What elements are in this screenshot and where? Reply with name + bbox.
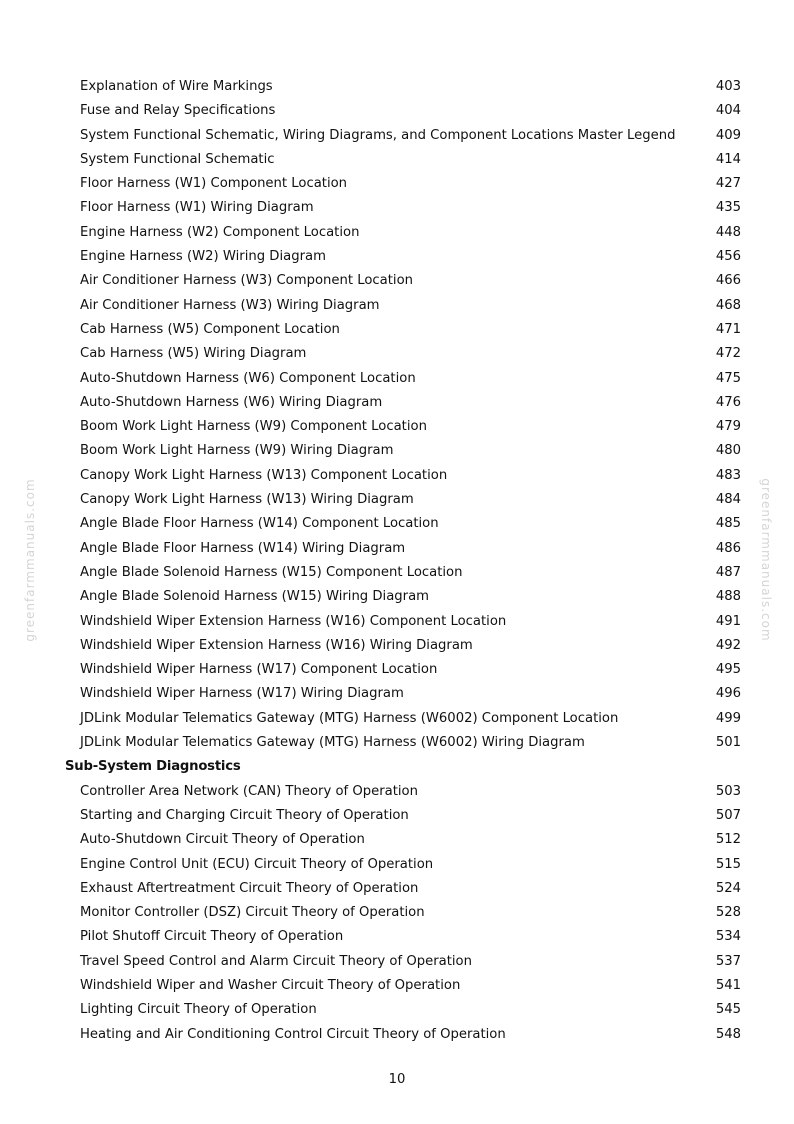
toc-entry[interactable] <box>0 269 794 293</box>
toc-entry-page-number: 476 <box>715 394 741 410</box>
toc-entry-title: Air Conditioner Harness (W3) Wiring Diagram <box>80 297 380 313</box>
toc-entry-title: Windshield Wiper Harness (W17) Wiring Diagram <box>80 686 404 702</box>
watermark-left: greenfarmmanuals.com <box>23 478 37 642</box>
toc-entry[interactable] <box>0 342 794 366</box>
toc-entry-page-number: 483 <box>715 467 741 483</box>
toc-entry-title: System Functional Schematic, Wiring Diagrams, and Component Locations Master Legend <box>80 127 676 143</box>
toc-entry-title: Angle Blade Floor Harness (W14) Wiring Diagram <box>80 540 406 556</box>
toc-entry[interactable] <box>0 415 794 439</box>
toc-entry-page-number: 501 <box>715 735 741 751</box>
toc-entry-title: Monitor Controller (DSZ) Circuit Theory of Operation <box>80 905 425 921</box>
toc-entry[interactable] <box>0 707 794 731</box>
toc-entry-page-number: 475 <box>715 370 741 386</box>
toc-entry-title: Fuse and Relay Specifications <box>80 103 276 119</box>
toc-entry-title: Boom Work Light Harness (W9) Wiring Diagram <box>80 443 394 459</box>
toc-entry-title: Pilot Shutoff Circuit Theory of Operation <box>80 929 344 945</box>
toc-entry-title: JDLink Modular Telematics Gateway (MTG) Harness (W6002) Component Location <box>80 710 619 726</box>
toc-entry-title: Windshield Wiper Harness (W17) Component Location <box>80 662 438 678</box>
toc-entry[interactable] <box>0 780 794 804</box>
toc-entry[interactable] <box>0 488 794 512</box>
toc-entry-page-number: 487 <box>715 564 741 580</box>
toc-entry-page-number: 534 <box>715 929 741 945</box>
toc-entry[interactable] <box>0 853 794 877</box>
toc-entry[interactable] <box>0 901 794 925</box>
toc-entry-page-number: 524 <box>715 880 741 896</box>
toc-entry-page-number: 528 <box>715 905 741 921</box>
toc-entry-title: Engine Harness (W2) Component Location <box>80 224 360 240</box>
toc-entry-page-number: 409 <box>715 127 741 143</box>
toc-entry[interactable] <box>0 537 794 561</box>
toc-entry-title: Floor Harness (W1) Component Location <box>80 176 348 192</box>
toc-entry-page-number: 466 <box>715 273 741 289</box>
toc-entry-title: Explanation of Wire Markings <box>80 79 273 94</box>
toc-entry[interactable] <box>0 634 794 658</box>
toc-entry-title: Exhaust Aftertreatment Circuit Theory of Operation <box>80 880 419 896</box>
toc-entry-page-number: 414 <box>715 151 741 167</box>
toc-entry[interactable] <box>0 172 794 196</box>
toc-entry-page-number: 488 <box>715 589 741 605</box>
toc-entry-page-number: 456 <box>715 249 741 265</box>
toc-entry-page-number: 427 <box>715 176 741 192</box>
toc-entry[interactable] <box>0 99 794 123</box>
page-number: 10 <box>388 1072 406 1087</box>
toc-entry-page-number: 496 <box>715 686 741 702</box>
toc-entry-title: Angle Blade Solenoid Harness (W15) Wiring Diagram <box>80 589 429 605</box>
toc-entry-title: JDLink Modular Telematics Gateway (MTG) Harness (W6002) Wiring Diagram <box>80 735 585 751</box>
toc-entry[interactable] <box>0 221 794 245</box>
toc-entry-page-number: 492 <box>715 637 741 653</box>
toc-entry-title: Cab Harness (W5) Component Location <box>80 321 340 337</box>
toc-entry[interactable] <box>0 925 794 949</box>
toc-entry[interactable] <box>0 148 794 172</box>
toc-entry-page-number: 545 <box>715 1002 741 1018</box>
toc-entry[interactable] <box>0 950 794 974</box>
toc-entry-page-number: 471 <box>715 321 741 337</box>
toc-entry-title: Starting and Charging Circuit Theory of Operation <box>80 807 409 823</box>
toc-entry[interactable] <box>0 731 794 755</box>
toc-entry-title: Boom Work Light Harness (W9) Component Location <box>80 419 427 435</box>
toc-entry[interactable] <box>0 828 794 852</box>
toc-entry[interactable] <box>0 804 794 828</box>
section-heading-title: Sub-System Diagnostics <box>65 759 241 775</box>
toc-entry-page-number: 435 <box>715 200 741 216</box>
toc-entry-page-number: 507 <box>715 807 741 823</box>
toc-entry-title: Angle Blade Solenoid Harness (W15) Component Location <box>80 564 463 580</box>
toc-entry-page-number: 486 <box>715 540 741 556</box>
toc-entry-page-number: 541 <box>715 977 741 993</box>
toc-entry-title: Auto-Shutdown Harness (W6) Wiring Diagram <box>80 394 383 410</box>
toc-entry-title: System Functional Schematic <box>80 151 275 167</box>
toc-entry-title: Cab Harness (W5) Wiring Diagram <box>80 346 307 362</box>
toc-entry-page-number: 537 <box>715 953 741 969</box>
toc-entry[interactable] <box>0 124 794 148</box>
toc-entry[interactable] <box>0 439 794 463</box>
toc-entry[interactable] <box>0 196 794 220</box>
toc-entry[interactable] <box>0 318 794 342</box>
toc-entry[interactable] <box>0 998 794 1022</box>
toc-entry[interactable] <box>0 682 794 706</box>
toc-entry[interactable] <box>0 245 794 269</box>
toc-entry-page-number: 472 <box>715 346 741 362</box>
toc-entry[interactable] <box>0 512 794 536</box>
toc-entry-title: Air Conditioner Harness (W3) Component Location <box>80 273 413 289</box>
toc-entry-page-number: 491 <box>715 613 741 629</box>
toc-entry-page-number: 468 <box>715 297 741 313</box>
toc-entry-title: Canopy Work Light Harness (W13) Component Location <box>80 467 448 483</box>
table-of-contents <box>0 75 794 1047</box>
toc-entry-title: Angle Blade Floor Harness (W14) Component Location <box>80 516 439 532</box>
toc-entry[interactable] <box>0 610 794 634</box>
toc-entry[interactable] <box>0 391 794 415</box>
watermark-right: greenfarmmanuals.com <box>759 478 773 642</box>
toc-section-heading <box>0 755 794 779</box>
toc-entry-page-number: 503 <box>715 783 741 799</box>
toc-entry[interactable] <box>0 658 794 682</box>
toc-entry-page-number: 479 <box>715 419 741 435</box>
toc-entry-page-number: 480 <box>715 443 741 459</box>
toc-entry-page-number: 515 <box>715 856 741 872</box>
toc-entry-page-number: 485 <box>715 516 741 532</box>
toc-entry-title: Auto-Shutdown Harness (W6) Component Location <box>80 370 416 386</box>
toc-entry-title: Windshield Wiper Extension Harness (W16) Wiring Diagram <box>80 637 473 653</box>
toc-entry-title: Engine Control Unit (ECU) Circuit Theory of Operation <box>80 856 434 872</box>
toc-entry[interactable] <box>0 974 794 998</box>
toc-entry[interactable] <box>0 561 794 585</box>
toc-entry-title: Travel Speed Control and Alarm Circuit Theory of Operation <box>80 953 472 969</box>
toc-entry-page-number: 484 <box>715 492 741 508</box>
toc-entry[interactable] <box>0 585 794 609</box>
toc-entry-title: Engine Harness (W2) Wiring Diagram <box>80 249 326 265</box>
toc-entry-page-number: 495 <box>715 662 741 678</box>
toc-entry[interactable] <box>0 464 794 488</box>
toc-entry[interactable] <box>0 877 794 901</box>
toc-entry-title: Canopy Work Light Harness (W13) Wiring Diagram <box>80 492 414 508</box>
toc-entry-page-number: 499 <box>715 710 741 726</box>
toc-entry-title: Auto-Shutdown Circuit Theory of Operation <box>80 832 365 848</box>
toc-entry-title: Lighting Circuit Theory of Operation <box>80 1002 317 1018</box>
toc-entry-page-number: 548 <box>715 1026 741 1042</box>
toc-entry-title: Heating and Air Conditioning Control Circuit Theory of Operation <box>80 1026 506 1042</box>
toc-entry[interactable] <box>0 367 794 391</box>
toc-entry-title: Windshield Wiper and Washer Circuit Theory of Operation <box>80 977 461 993</box>
toc-entry-page-number: 403 <box>715 79 741 94</box>
toc-entry[interactable] <box>0 1023 794 1047</box>
toc-entry-title: Floor Harness (W1) Wiring Diagram <box>80 200 314 216</box>
toc-entry-title: Windshield Wiper Extension Harness (W16) Component Location <box>80 613 507 629</box>
toc-entry[interactable] <box>0 294 794 318</box>
toc-entry-page-number: 512 <box>715 832 741 848</box>
toc-entry-page-number: 448 <box>715 224 741 240</box>
toc-entry-title: Controller Area Network (CAN) Theory of Operation <box>80 783 418 799</box>
toc-entry[interactable] <box>0 75 794 99</box>
toc-entry-page-number: 404 <box>715 103 741 119</box>
